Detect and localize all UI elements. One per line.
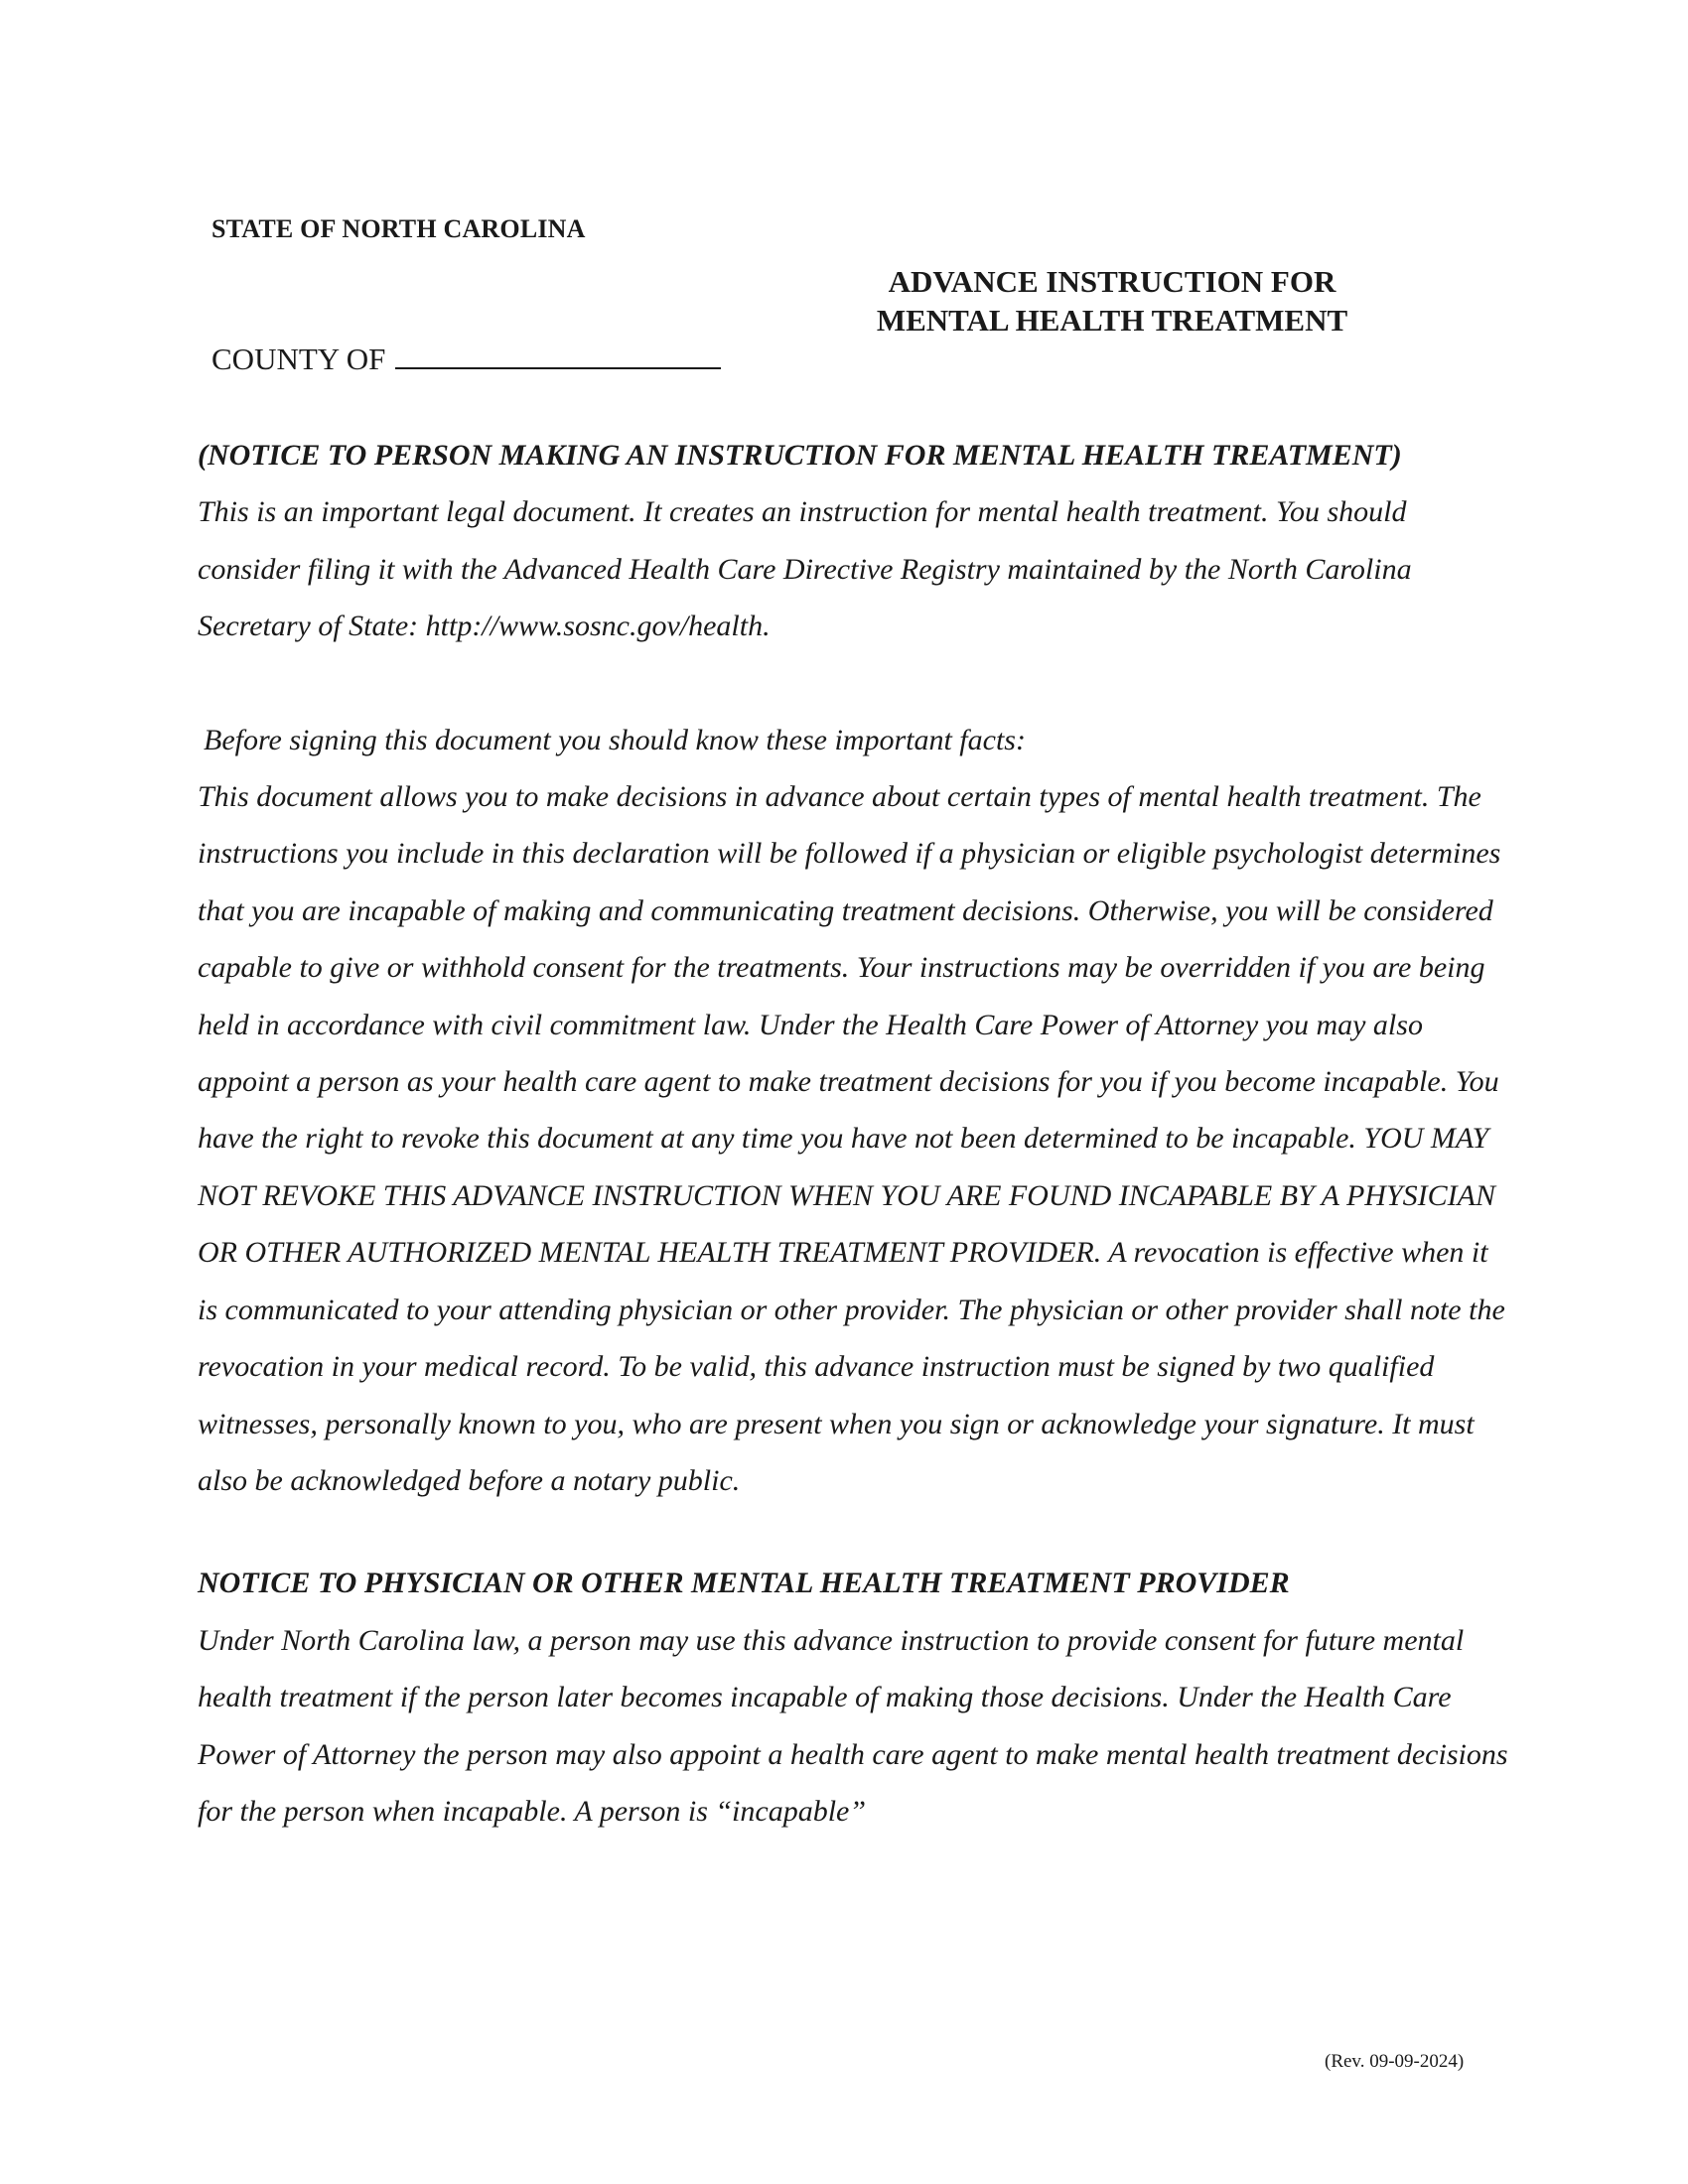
county-blank-line[interactable] xyxy=(395,338,721,369)
revision-date: (Rev. 09-09-2024) xyxy=(1325,2051,1465,2072)
document-title xyxy=(814,262,1410,340)
title-line-2: MENTAL HEALTH TREATMENT xyxy=(876,303,1348,338)
county-field xyxy=(211,338,721,377)
title-line-1: ADVANCE INSTRUCTION FOR xyxy=(888,264,1336,299)
notice-to-person-paragraph-1: This is an important legal document. It creates an instruction for mental health treatment. You should consider filing it with the Advanced Health Care Directive Registry maintained by the North Carolina Secretary of State: http://www.sosnc.gov/health. xyxy=(198,495,1412,643)
state-heading: STATE OF NORTH CAROLINA xyxy=(211,214,586,243)
paragraph-spacer xyxy=(198,1509,1508,1555)
county-label: COUNTY OF xyxy=(211,341,386,376)
notice-to-person-paragraph-2: This document allows you to make decisions in advance about certain types of mental health treatment. The instructions you include in this declaration will be followed if a physician or eligible psychologist determines that you are incapable of making and communicating treatment decisions. Otherwise, you will be considered capable to give or withhold consent for the treatments. Your instructions may be overridden if you are being held in accordance with civil commitment law. Under the Health Care Power of Attorney you may also appoint a person as your health care agent to make treatment decisions for you if you become incapable. You have the right to revoke this document at any time you have not been determined to be incapable. YOU MAY NOT REVOKE THIS ADVANCE INSTRUCTION WHEN YOU ARE FOUND INCAPABLE BY A PHYSICIAN OR OTHER AUTHORIZED MENTAL HEALTH TREATMENT PROVIDER. A revocation is effective when it is communicated to your attending physician or other provider. The physician or other provider shall note the revocation in your medical record. To be valid, this advance instruction must be signed by two qualified witnesses, personally known to you, who are present when you sign or acknowledge your signature. It must also be acknowledged before a notary public. xyxy=(198,780,1505,1497)
notice-to-physician-heading: NOTICE TO PHYSICIAN OR OTHER MENTAL HEALTH TREATMENT PROVIDER xyxy=(198,1567,1290,1600)
paragraph-spacer xyxy=(198,655,1508,712)
notice-to-physician-paragraph: Under North Carolina law, a person may use this advance instruction to provide consent for future mental health treatment if the person later becomes incapable of making those decisions. Under the Health Care Power of Attorney the person may also appoint a health care agent to make mental health treatment decisions for the person when incapable. A person is “incapable” xyxy=(198,1623,1508,1828)
notice-to-person-heading: (NOTICE TO PERSON MAKING AN INSTRUCTION FOR MENTAL HEALTH TREATMENT) xyxy=(198,439,1402,472)
document-body xyxy=(198,427,1508,1840)
important-facts-intro: Before signing this document you should know these important facts: xyxy=(204,723,1026,756)
